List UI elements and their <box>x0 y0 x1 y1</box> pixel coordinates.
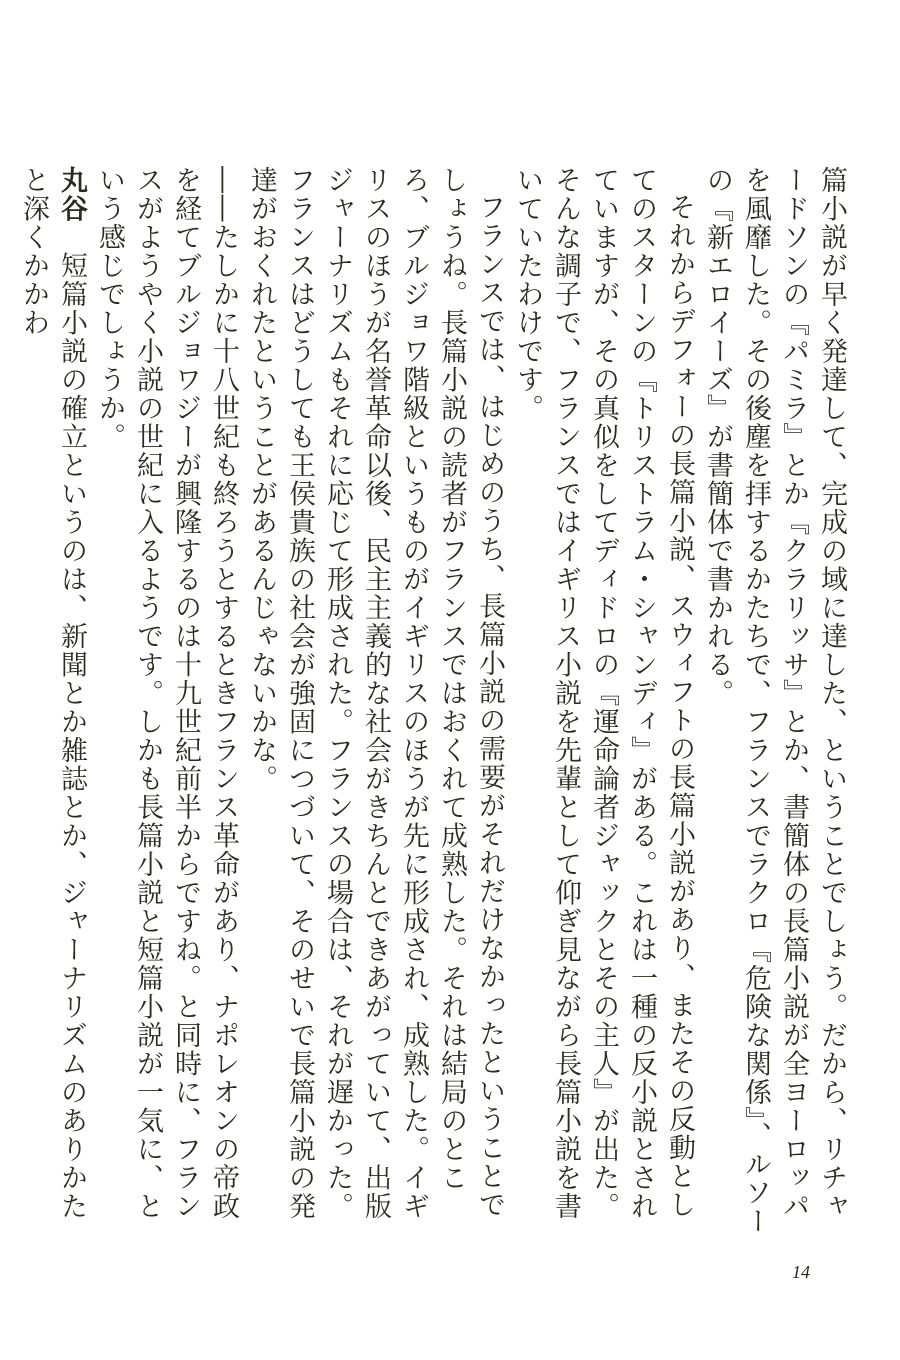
page-number: 14 <box>792 1262 810 1282</box>
paragraph-2-text: それからデフォーの長篇小説、スウィフトの長篇小説があり、またその反動としてのスターンの『トリストラム・シャンディ』がある。これは一種の反小説とされていますが、その真似をしてディドロの『運命論者ジャックとその主人』が出た。そんな調子で、フランスではイギリス小説を先輩として仰ぎ見ながら長篇小説を書いていたわけです。 <box>512 166 695 1221</box>
paragraph-4-text: ――たしかに十八世紀も終ろうとするときフランス革命があり、ナポレオンの帝政を経てブルジョワジーが興隆するのは十九世紀前半からですね。と同時に、フランスがようやく小説の世紀に入るようです。しかも長篇小説と短篇小説が一気に、という感じでしょうか。 <box>94 166 239 1221</box>
speaker-label: 丸谷 <box>56 166 87 223</box>
paragraph-3 <box>242 166 508 1246</box>
paragraph-5 <box>14 166 90 1246</box>
vertical-text-block <box>14 166 850 1246</box>
paragraph-5-text: 短篇小説の確立というのは、新聞とか雑誌とか、ジャーナリズムのありかたと深くかかわ <box>18 166 87 1221</box>
paragraph-3-text: フランスでは、はじめのうち、長篇小説の需要がそれだけなかったということでしょうね。長篇小説の読者がフランスではおくれて成熟した。それは結局のところ、ブルジョワ階級というものがイギリスのほうが先に形成され、成熟した。イギリスのほうが名誉革命以後、民主主義的な社会がきちんとできあがっていて、出版ジャーナリズムもそれに応じて形成された。フランスの場合は、それが遅かった。フランスはどうしても王侯貴族の社会が強固につづいて、そのせいで長篇小説の発達がおくれたということがあるんじゃないかな。 <box>246 166 505 1221</box>
paragraph-4 <box>90 166 242 1246</box>
paragraph-1-text: 篇小説が早く発達して、完成の域に達した、ということでしょう。だから、リチャードソンの『パミラ』とか『クラリッサ』とか、書簡体の長篇小説が全ヨーロッパを風靡した。その後塵を拝するかたちで、フランスでラクロ『危険な関係』、ルソーの『新エロイーズ』が書簡体で書かれる。 <box>702 166 847 1236</box>
paragraph-2 <box>508 166 698 1246</box>
paragraph-1 <box>698 166 850 1246</box>
